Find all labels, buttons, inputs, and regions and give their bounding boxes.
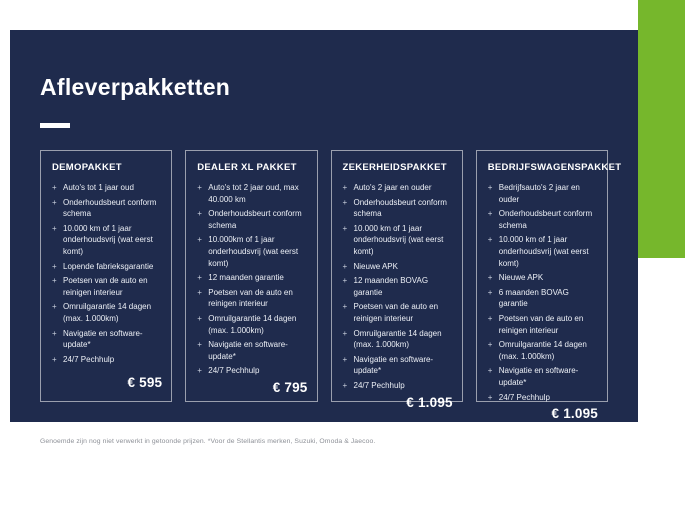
package-item: + Omruilgarantie 14 dagen (max. 1.000km) [488,339,598,362]
package-feature-list [197,182,307,380]
page-title: Afleverpakketten [40,74,231,100]
package-title: DEMOPAKKET [52,162,122,173]
slide-panel [10,30,638,422]
package-item: + Auto's tot 2 jaar oud, max 40.000 km [197,182,307,205]
package-item: + Auto's 2 jaar en ouder [343,182,453,194]
package-item: + 10.000 km of 1 jaar onderhoudsvrij (wat eerst komt) [488,234,598,269]
package-cards-row [40,150,622,422]
title-underline [40,123,70,128]
package-price: € 1.095 [406,394,453,410]
package-card-bedrijfswagenspakket [476,150,622,422]
package-item: + Poetsen van de auto en reinigen interieur [343,301,453,324]
package-item: + Nieuwe APK [343,261,453,273]
package-feature-list [343,182,453,395]
package-feature-list [488,182,598,406]
package-card-zekerheidspakket [331,150,463,410]
package-item: + Navigatie en software-update* [343,354,453,377]
package-item: + 6 maanden BOVAG garantie [488,287,598,310]
package-item: + Bedrijfsauto's 2 jaar en ouder [488,182,598,205]
package-item: + 24/7 Pechhulp [52,354,162,366]
package-item: + Onderhoudsbeurt conform schema [488,208,598,231]
green-accent-bar [638,0,685,258]
package-item: + 12 maanden BOVAG garantie [343,275,453,298]
package-item: + Poetsen van de auto en reinigen interieur [52,275,162,298]
package-price: € 1.095 [551,406,598,422]
package-card-dealer-xl-pakket [185,150,317,402]
package-item: + Navigatie en software-update* [52,328,162,351]
package-item: + Omruilgarantie 14 dagen (max. 1.000km) [52,301,162,324]
package-item: + Onderhoudsbeurt conform schema [197,208,307,231]
package-item: + 10.000 km of 1 jaar onderhoudsvrij (wat eerst komt) [52,223,162,258]
package-title: DEALER XL PAKKET [197,162,297,173]
package-item: + 24/7 Pechhulp [197,365,307,377]
package-title: ZEKERHEIDSPAKKET [342,162,447,173]
package-feature-list [52,182,162,375]
package-item: + 10.000 km of 1 jaar onderhoudsvrij (wat eerst komt) [343,223,453,258]
package-item: + Nieuwe APK [488,272,598,284]
package-item: + 10.000km of 1 jaar onderhoudsvrij (wat eerst komt) [197,234,307,269]
package-price: € 795 [272,379,308,395]
package-item: + Poetsen van de auto en reinigen interieur [197,287,307,310]
package-item: + Omruilgarantie 14 dagen (max. 1.000km) [197,313,307,336]
package-item: + Onderhoudsbeurt conform schema [343,197,453,220]
package-item: + Auto's tot 1 jaar oud [52,182,162,194]
package-item: + Onderhoudsbeurt conform schema [52,197,162,220]
package-item: + 24/7 Pechhulp [343,380,453,392]
package-item: + Lopende fabrieksgarantie [52,261,162,273]
package-price: € 595 [127,375,163,390]
package-item: + Poetsen van de auto en reinigen interieur [488,313,598,336]
package-item: + Navigatie en software-update* [488,365,598,388]
package-card-demopakket [40,150,172,402]
package-item: + 24/7 Pechhulp [488,392,598,404]
package-item: + Omruilgarantie 14 dagen (max. 1.000km) [343,328,453,351]
package-item: + Navigatie en software-update* [197,339,307,362]
package-title: BEDRIJFSWAGENSPAKKET [487,162,622,173]
footnote: Genoemde zijn nog niet verwerkt in getoonde prijzen. *Voor de Stellantis merken, Suzuki, Omoda & Jaecoo. [40,438,376,445]
package-item: + 12 maanden garantie [197,272,307,284]
